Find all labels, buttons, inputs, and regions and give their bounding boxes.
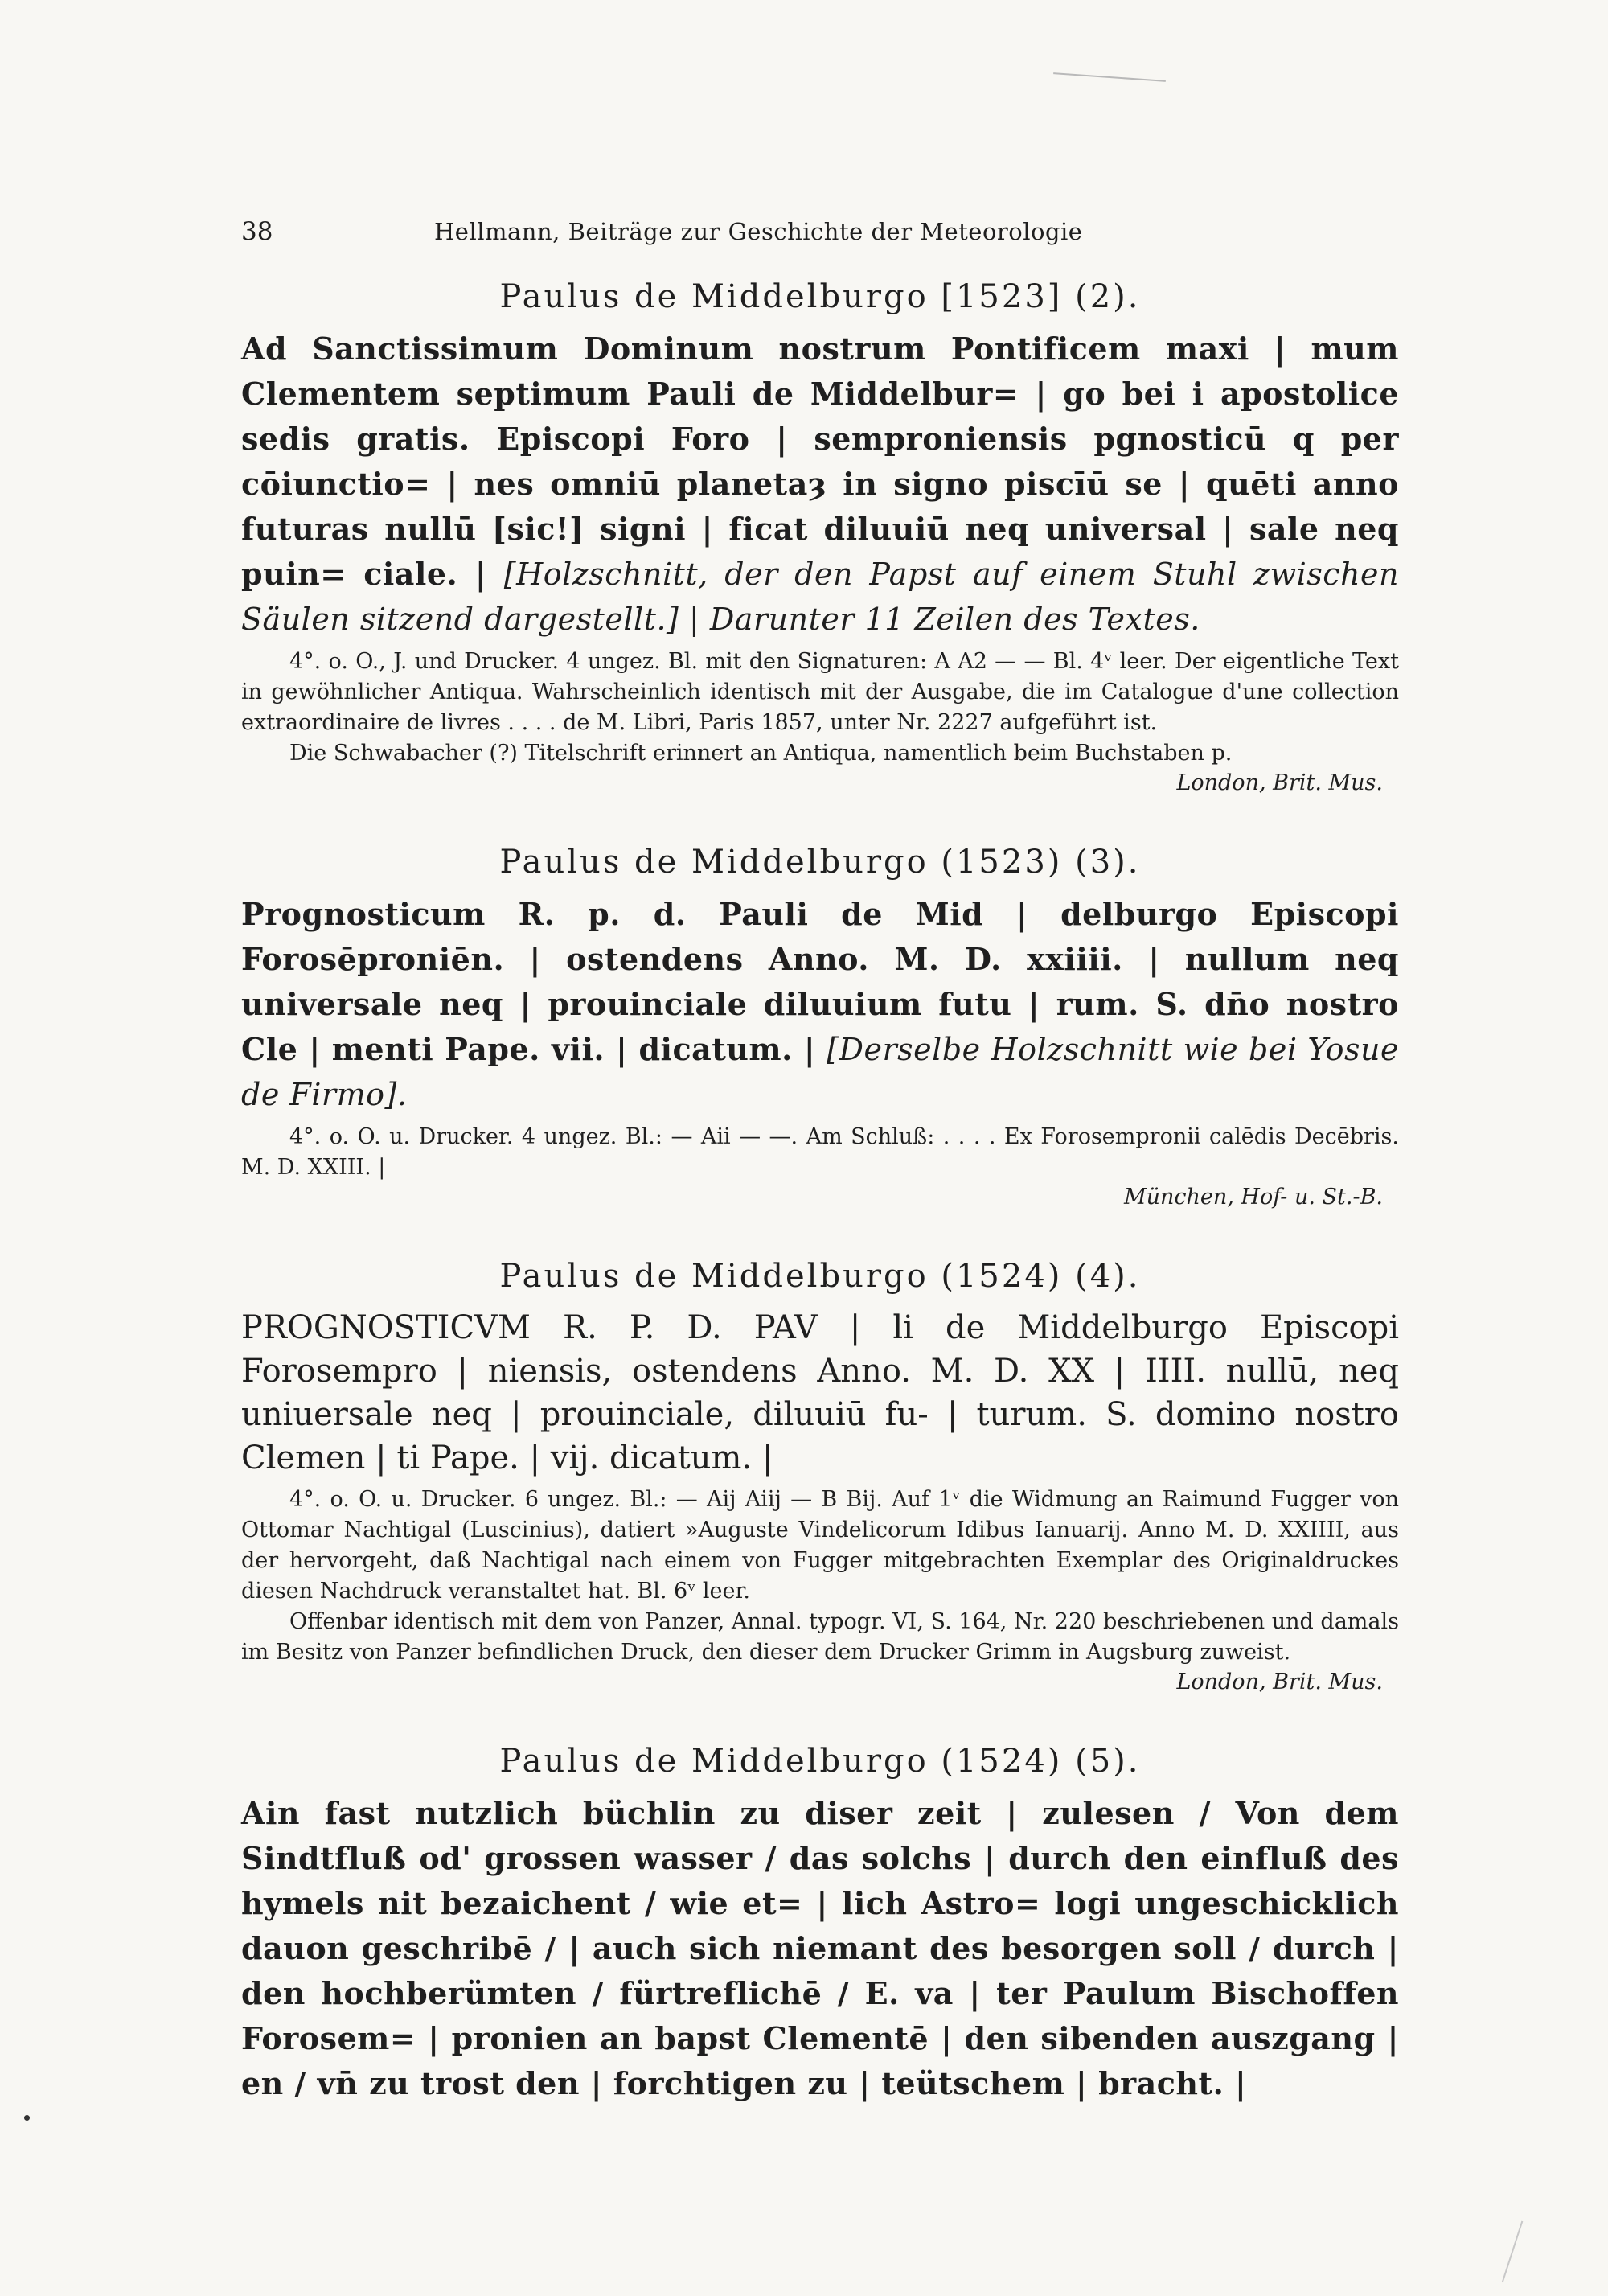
entry-body-text: Ad Sanctissimum Dominum nostrum Pontificem maxi | mum Clementem septimum Pauli de Middelbur= | go bei i apostolice sedis gratis. Episcopi Foro | semproniensis pgnosticū q per cōiunctio= | nes omniū planetaȝ in signo piscīū se | quēti anno futuras nullū [sic!] signi | ficat diluuiū neq universal | sale neq puin= ciale. |	[241, 331, 1399, 592]
entry-note	[241, 1122, 1399, 1183]
entry-body-italic: [Derselbe Holzschnitt wie bei Yosue de Firmo].	[241, 1032, 1399, 1112]
scan-mark	[1053, 72, 1166, 82]
entry-body	[241, 1791, 1399, 2106]
entry-body-italic: [Holzschnitt, der den Papst auf einem Stuhl zwischen Säulen sitzend dargestellt.] | Darunter 11 Zeilen des Textes.	[241, 557, 1399, 637]
entry-title: Paulus de Middelburgo (1524) (5).	[499, 1743, 1141, 1780]
note-paragraph: Offenbar identisch mit dem von Panzer, Annal. typogr. VI, S. 164, Nr. 220 beschriebenen und damals im Besitz von Panzer befindlichen Druck, den dieser dem Drucker Grimm in Augsburg zuweist.	[241, 1609, 1399, 1665]
entry-note	[241, 647, 1399, 769]
entry-body	[241, 327, 1399, 642]
entry-body	[241, 892, 1399, 1117]
bibliography-entry	[241, 1258, 1399, 1694]
running-title: Hellmann, Beiträge zur Geschichte der Meteorologie	[434, 218, 1083, 245]
bibliography-entry	[241, 1743, 1399, 2106]
note-paragraph: 4°. o. O. u. Drucker. 4 ungez. Bl.: — Aii — —. Am Schluß: . . . . Ex Forosempronii calēdis Decēbris. M. D. XXIII. |	[241, 1124, 1399, 1180]
entry-body-text: Prognosticum R. p. d. Pauli de Mid | delburgo Episcopi Forosēproniēn. | ostendens Anno. M. D. xxiiii. | nullum neq universale neq | prouinciale diluuium futu | rum. S. dn̄o nostro Cle | menti Pape. vii. | dicatum. |	[241, 896, 1399, 1067]
document-page	[241, 217, 1399, 2154]
note-paragraph: 4°. o. O. u. Drucker. 6 ungez. Bl.: — Aij Aiij — B Bij. Auf 1ᵛ die Widmung an Raimund Fugger von Ottomar Nachtigal (Luscinius), datiert »Auguste Vindelicorum Idibus Ianuarij. Anno M. D. XXIIII, aus der hervorgeht, daß Nachtigal nach einem von Fugger mitgebrachten Exemplar des Originaldruckes diesen Nachdruck veranstaltet hat. Bl. 6ᵛ leer.	[241, 1487, 1399, 1604]
note-paragraph: 4°. o. O., J. und Drucker. 4 ungez. Bl. mit den Signaturen: A A2 — — Bl. 4ᵛ leer. Der eigentliche Text in gewöhnlicher Antiqua. Wahrscheinlich identisch mit der Ausgabe, die im Catalogue d'une collection extraordinaire de livres . . . . de M. Libri, Paris 1857, unter Nr. 2227 aufgeführt ist.	[241, 649, 1399, 735]
entry-body	[241, 1306, 1399, 1480]
page-number: 38	[241, 217, 273, 246]
entry-body-text: PROGNOSTICVM R. P. D. PAV | li de Middelburgo Episcopi Forosempro | niensis, ostendens Anno. M. D. XX | IIII. nullū, neq uniuersale neq | prouinciale, diluuiū fu- | turum. S. domino nostro Clemen | ti Pape. | vij. dicatum. |	[241, 1309, 1399, 1477]
scan-mark	[1502, 2221, 1524, 2283]
entry-location: London, Brit. Mus.	[1176, 770, 1383, 795]
note-paragraph: Die Schwabacher (?) Titelschrift erinnert an Antiqua, namentlich beim Buchstaben p.	[289, 741, 1233, 766]
entry-location: London, Brit. Mus.	[1176, 1670, 1383, 1694]
entry-note	[241, 1485, 1399, 1668]
entry-title: Paulus de Middelburgo (1524) (4).	[499, 1258, 1141, 1295]
entry-title: Paulus de Middelburgo [1523] (2).	[499, 278, 1141, 315]
entry-location: München, Hof- u. St.-B.	[1123, 1185, 1383, 1210]
bibliography-entry	[241, 844, 1399, 1210]
entry-title: Paulus de Middelburgo (1523) (3).	[499, 844, 1141, 881]
scan-dot	[24, 2115, 30, 2121]
running-header	[241, 217, 1399, 246]
bibliography-entry	[241, 278, 1399, 795]
entry-body-text: Ain fast nutzlich büchlin zu diser zeit | zulesen / Von dem Sindtfluß od' grossen wasser / das solchs | durch den einfluß des hymels nit bezaichent / wie et= | lich Astro= logi ungeschicklich dauon geschribē / | auch sich niemant des besorgen soll / durch | den hochberümten / fürtreflichē / E. va | ter Paulum Bischoffen Forosem= | pronien an bapst Clementē | den sibenden auszgang | en / vn̄ zu trost den | forchtigen zu | teütschem | bracht. |	[241, 1795, 1399, 2101]
